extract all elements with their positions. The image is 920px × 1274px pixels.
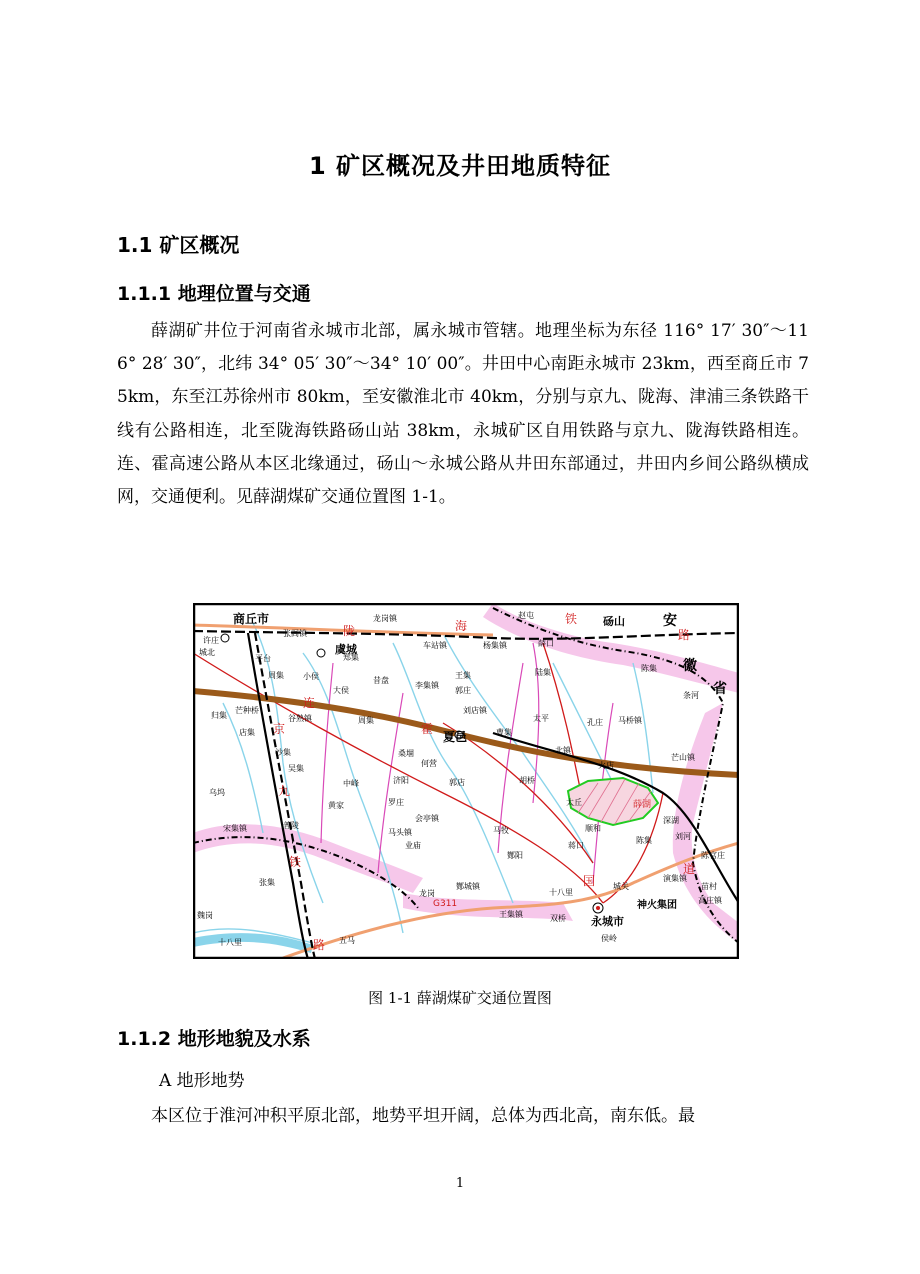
label-yucheng: 虞城 [335, 643, 357, 656]
label-wuji: 吴集 [288, 764, 304, 773]
label-shibali: 十八里 [549, 888, 573, 897]
label-jingjiu-1: 京 [273, 722, 286, 736]
label-longgang: 龙岗镇 [373, 614, 397, 623]
label-liuhe: 刘河 [675, 832, 691, 841]
label-guiji: 归集 [211, 711, 227, 720]
label-puling: 普陵 [283, 821, 299, 830]
label-longhai-1: 陇 [343, 624, 356, 638]
label-xuehu: 薛湖 [633, 800, 652, 810]
label-guozhuang: 郭庄 [455, 686, 471, 695]
label-caoji: 曹集 [496, 728, 512, 737]
label-pingtai: 平台 [255, 654, 271, 663]
label-xiayi: 夏邑 [443, 730, 468, 744]
label-mangzhong: 芒种桥 [235, 706, 259, 715]
label-lianhuo-2: 霍 [421, 722, 434, 736]
label-zancheng: 酂城镇 [456, 882, 480, 891]
label-shunhe: 顺和 [585, 824, 601, 833]
label-weigang: 魏岗 [197, 911, 213, 920]
label-wuma: 五马 [339, 936, 355, 945]
label-shenhuo: 神火集团 [637, 900, 677, 911]
section-heading-1-1-1: 1.1.1 地理位置与交通 [117, 283, 311, 305]
label-guodao-2: 道 [683, 862, 696, 876]
label-zanyang: 酂阳 [507, 851, 523, 860]
label-chenji-south: 陈集 [636, 836, 652, 845]
label-mamu: 马牧 [493, 826, 509, 835]
label-yemiao: 业庙 [405, 841, 421, 850]
label-chengguan: 城关 [613, 882, 629, 891]
label-sheng: 省 [713, 681, 727, 697]
label-shuangqiao: 双桥 [550, 914, 566, 923]
label-xuzhuang: 许庄 [203, 636, 219, 645]
label-zhangge: 张阁镇 [283, 629, 307, 638]
label-luji: 陆集 [535, 668, 551, 677]
traffic-location-map [193, 603, 739, 959]
label-longhai-3: 铁 [565, 612, 578, 626]
label-liudian: 刘店镇 [463, 706, 487, 715]
label-guodao-1: 国 [583, 874, 596, 888]
page-number: 1 [455, 1176, 465, 1191]
label-zhaotun: 赵屯 [518, 611, 534, 620]
label-wangji-town: 王集镇 [499, 910, 523, 919]
label-gushu: 谷熟镇 [288, 714, 312, 723]
label-shenhu: 深湖 [663, 816, 679, 825]
label-chezhan: 车站镇 [423, 641, 447, 650]
label-chengbei: 城北 [199, 648, 215, 657]
label-songji: 宋集镇 [223, 824, 247, 833]
label-jingjiu-3: 铁 [289, 855, 302, 869]
label-jiangkou: 蒋口 [568, 841, 584, 850]
label-houling: 侯岭 [601, 934, 617, 943]
label-g311: G311 [433, 899, 458, 909]
label-wuzhuang: 乌坞 [209, 788, 225, 797]
paragraph-location: 薛湖矿井位于河南省永城市北部，属永城市管辖。地理坐标为东径 116° 17′ 30″～116° 28′ 30″，北纬 34° 05′ 30″～34° 10′ 00″。井田中心南距永城市 23km，西至商丘市 75km，东至江苏徐州市 80km，至安徽淮北市 40km，分别与京九、陇海、津浦三条铁路干线有公路相连，北至陇海铁路砀山站 38km，永城矿区自用铁路与京九、陇海铁路相连。连、霍高速公路从本区北缘通过，砀山～永城公路从井田东部通过，井田内乡间公路纵横成网，交通便利。见薛湖煤矿交通位置图 1-1。 [117, 321, 809, 508]
label-taiping: 太平 [533, 714, 549, 723]
label-huiting: 会亭镇 [415, 814, 439, 823]
label-jingjiu-4: 路 [313, 938, 326, 952]
label-longhai-4: 路 [678, 628, 691, 642]
yongcheng-center-dot [596, 906, 600, 910]
label-luozhuang: 罗庄 [388, 798, 404, 807]
label-yangji: 杨集镇 [483, 641, 507, 650]
label-jingjiu-2: 九 [278, 784, 291, 798]
figure-caption: 图 1-1 薛湖煤矿交通位置图 [368, 989, 552, 1007]
label-xiaohou: 小侯 [303, 672, 319, 681]
label-zhouji: 周集 [268, 671, 284, 680]
label-shaji: 沙集 [275, 748, 291, 757]
label-chenguanzhuang: 陈官庄 [701, 851, 725, 860]
label-shangqiu: 商丘市 [233, 612, 270, 626]
label-miaocun: 苗村 [701, 882, 717, 891]
label-gaozhuang: 高庄镇 [698, 896, 722, 905]
label-zhengji: 郑集 [343, 653, 359, 662]
label-mangshan: 芒山镇 [671, 753, 695, 762]
label-yanji: 演集镇 [663, 874, 687, 883]
label-huangjia: 黄家 [328, 801, 344, 810]
label-zhangji: 张集 [259, 878, 275, 887]
paragraph-terrain: 本区位于淮河冲积平原北部，地势平坦开阔，总体为西北高，南东低。最 [151, 1106, 695, 1126]
label-shibali-west: 十八里 [218, 938, 242, 947]
label-taiqiu: 太丘 [566, 798, 582, 807]
label-sangdi: 桑堌 [398, 749, 414, 758]
label-dangshan: 砀山 [603, 615, 625, 628]
label-guodian: 郭店 [449, 778, 465, 787]
label-zhongfeng: 中峰 [343, 779, 359, 788]
label-hui: 徽 [683, 658, 697, 674]
label-longhai-2: 海 [455, 619, 468, 633]
label-an: 安 [663, 613, 677, 629]
label-chenji: 陈集 [641, 664, 657, 673]
subsection-a-heading: A 地形地势 [159, 1071, 245, 1091]
section-heading-1-1: 1.1 矿区概况 [117, 233, 240, 257]
label-jiyang: 济阳 [393, 776, 409, 785]
label-yipan: 昔盘 [373, 676, 389, 685]
label-beizhen: 北镇 [555, 746, 571, 755]
label-zhouji2: 周集 [358, 716, 374, 725]
label-xuekou: 薛口 [538, 639, 554, 648]
label-lijizhen: 李集镇 [415, 681, 439, 690]
label-matou: 马头镇 [388, 828, 412, 837]
label-hetian: 何营 [421, 759, 437, 768]
section-heading-1-1-2: 1.1.2 地形地貌及水系 [117, 1028, 311, 1050]
label-tiaohe: 条河 [683, 691, 699, 700]
label-lianhuo-1: 连 [303, 696, 316, 710]
chapter-title: 1 矿区概况及井田地质特征 [308, 152, 612, 180]
label-dahou: 大侯 [333, 686, 349, 695]
label-dianji: 店集 [239, 728, 255, 737]
label-huji: 胡桥 [519, 776, 535, 785]
label-kongzhuang: 孔庄 [587, 718, 603, 727]
label-yongcheng: 永城市 [591, 915, 624, 928]
label-wangji: 王集 [455, 671, 471, 680]
label-maqiao: 马桥镇 [618, 716, 642, 725]
label-huodian: 火店 [598, 761, 614, 770]
label-longgang-south: 龙岗 [419, 889, 435, 898]
